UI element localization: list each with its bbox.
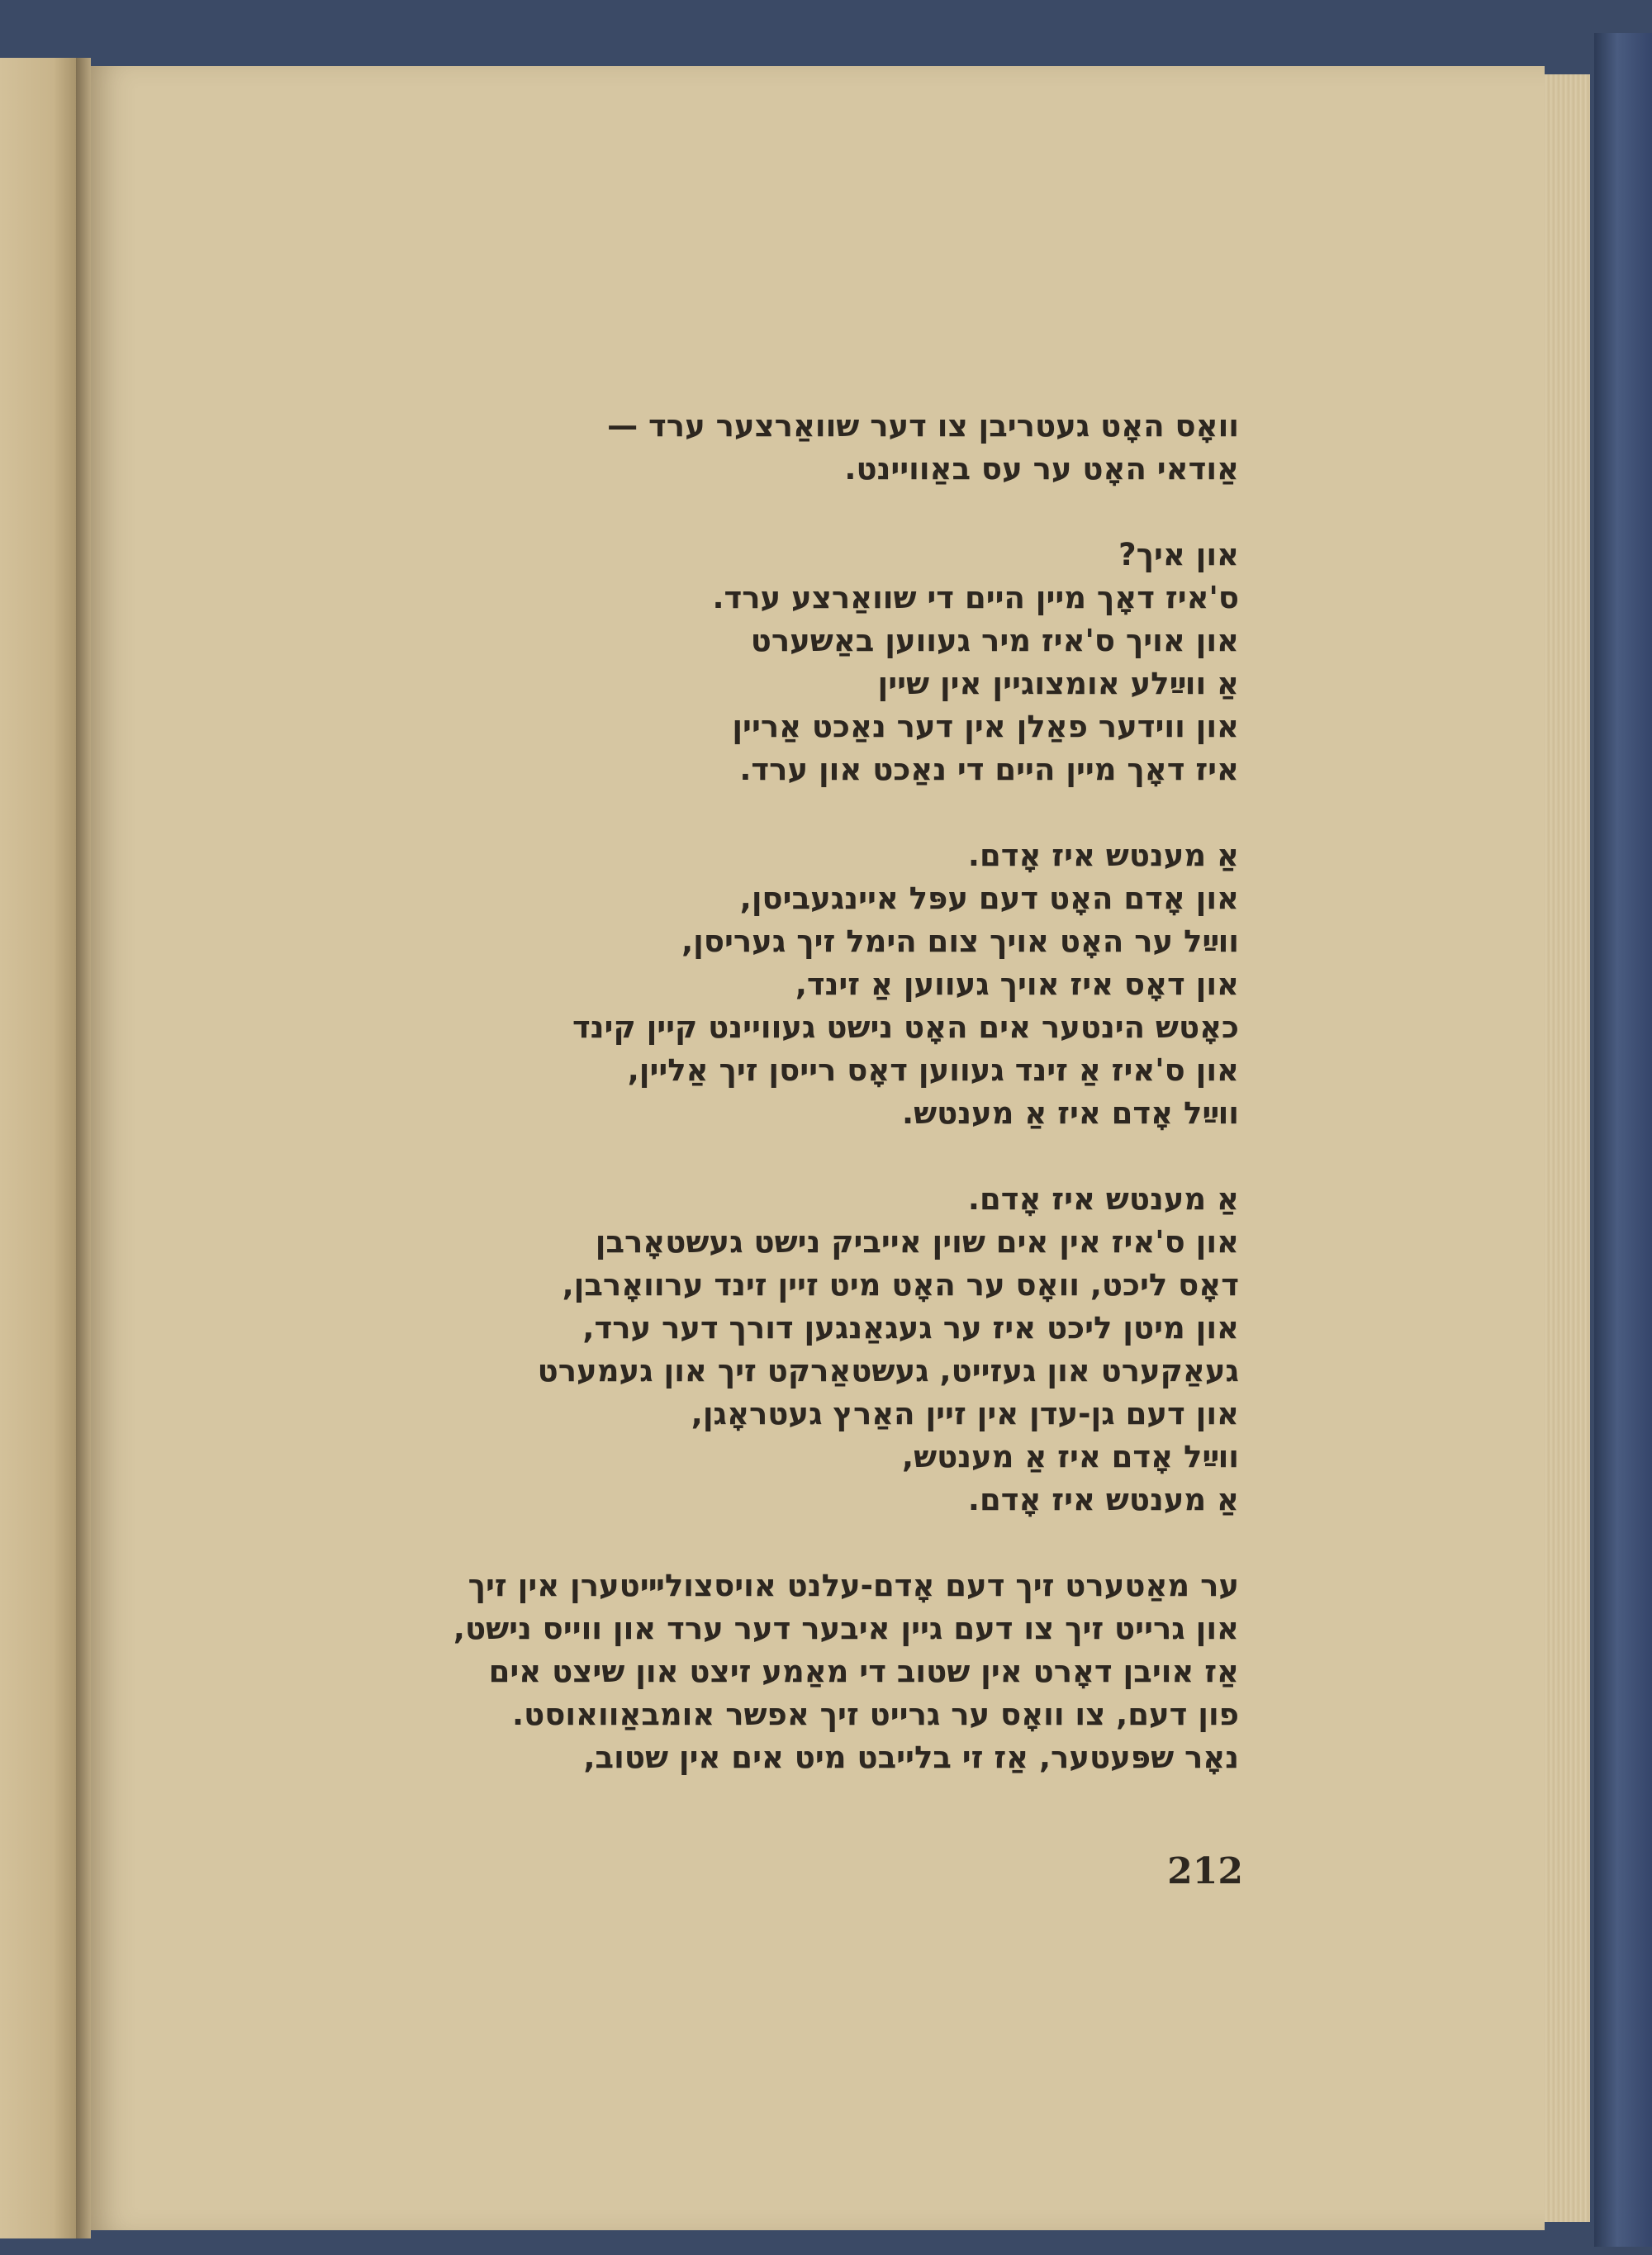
- poem-line: דאָס ליכט, וואָס ער האָט מיט זיין זינד ערוואָרבן,: [562, 1267, 1239, 1303]
- poem-line: ווײַל ער האָט אויך צום הימל זיך געריסן,: [681, 923, 1239, 959]
- left-page-edge: [0, 58, 76, 2238]
- poem-line: און מיטן ליכט איז ער געגאַנגען דורך דער ערד,: [582, 1310, 1239, 1346]
- poem-line: אַז אויבן דאָרט אין שטוב די מאַמע זיצט און שיצט אים: [488, 1654, 1239, 1689]
- poem-line: ווײַל אָדם איז אַ מענטש.: [902, 1095, 1239, 1131]
- poem-line: וואָס האָט געטריבן צו דער שוואַרצער ערד —: [607, 408, 1239, 444]
- stanza: [372, 534, 1239, 791]
- stanza: [372, 834, 1239, 1135]
- poem-line: און איך?: [1118, 537, 1239, 572]
- poem-line: פון דעם, צו וואָס ער גרייט זיך אפשר אומבאַוואוסט.: [512, 1697, 1239, 1732]
- poem-line: און ווידער פאַלן אין דער נאַכט אַריין: [732, 709, 1239, 744]
- poem-line: אַ מענטש איז אָדם.: [967, 838, 1239, 873]
- poem-line: און אויך ס'איז מיר געווען באַשערט: [750, 623, 1239, 658]
- poem-line: ווײַל אָדם איז אַ מענטש,: [902, 1439, 1239, 1474]
- stanza: [372, 1178, 1239, 1522]
- poem-line: איז דאָך מיין היים די נאַכט און ערד.: [739, 752, 1239, 787]
- book-cover-edge: [1594, 33, 1652, 2247]
- poem-line: ער מאַטערט זיך דעם אָדם-עלנט אויסצוליײטערן אין זיך: [468, 1568, 1239, 1603]
- poem-line: נאָר שפּעטער, אַז זי בלייבט מיט אים אין שטוב,: [583, 1740, 1239, 1775]
- poem-line: און ס'איז אין אים שוין אייביק נישט געשטאָרבן: [595, 1224, 1239, 1260]
- poem-line: און אָדם האָט דעם עפּל איינגעביסן,: [739, 881, 1239, 916]
- poem-line: אַודאי האָט ער עס באַוויינט.: [844, 451, 1239, 487]
- poem-line: געאַקערט און געזייט, געשטאַרקט זיך און געמערט: [537, 1353, 1239, 1389]
- stanza: [372, 405, 1239, 491]
- book-gutter: [76, 58, 91, 2238]
- poem-line: אַ ווײַלע אומצוגיין אין שיין: [877, 666, 1239, 701]
- poem-line: און דאָס איז אויך געווען אַ זינד,: [795, 966, 1239, 1002]
- stanza: [372, 1564, 1239, 1779]
- poem-line: און גרייט זיך צו דעם גיין איבער דער ערד און ווייס נישט,: [453, 1611, 1239, 1646]
- poem-line: אַ מענטש איז אָדם.: [967, 1482, 1239, 1517]
- poem-line: כאָטש הינטער אים האָט נישט געוויינט קיין קינד: [572, 1009, 1239, 1045]
- page-number: 212: [1167, 1850, 1243, 1892]
- poem-line: און דעם גן-עדן אין זיין האַרץ געטראָגן,: [691, 1396, 1239, 1431]
- poem-text: [372, 405, 1239, 1822]
- poem-line: און ס'איז אַ זינד געווען דאָס רייסן זיך אַליין,: [627, 1052, 1239, 1088]
- poem-line: ס'איז דאָך מיין היים די שוואַרצע ערד.: [712, 580, 1239, 615]
- poem-line: אַ מענטש איז אָדם.: [967, 1181, 1239, 1217]
